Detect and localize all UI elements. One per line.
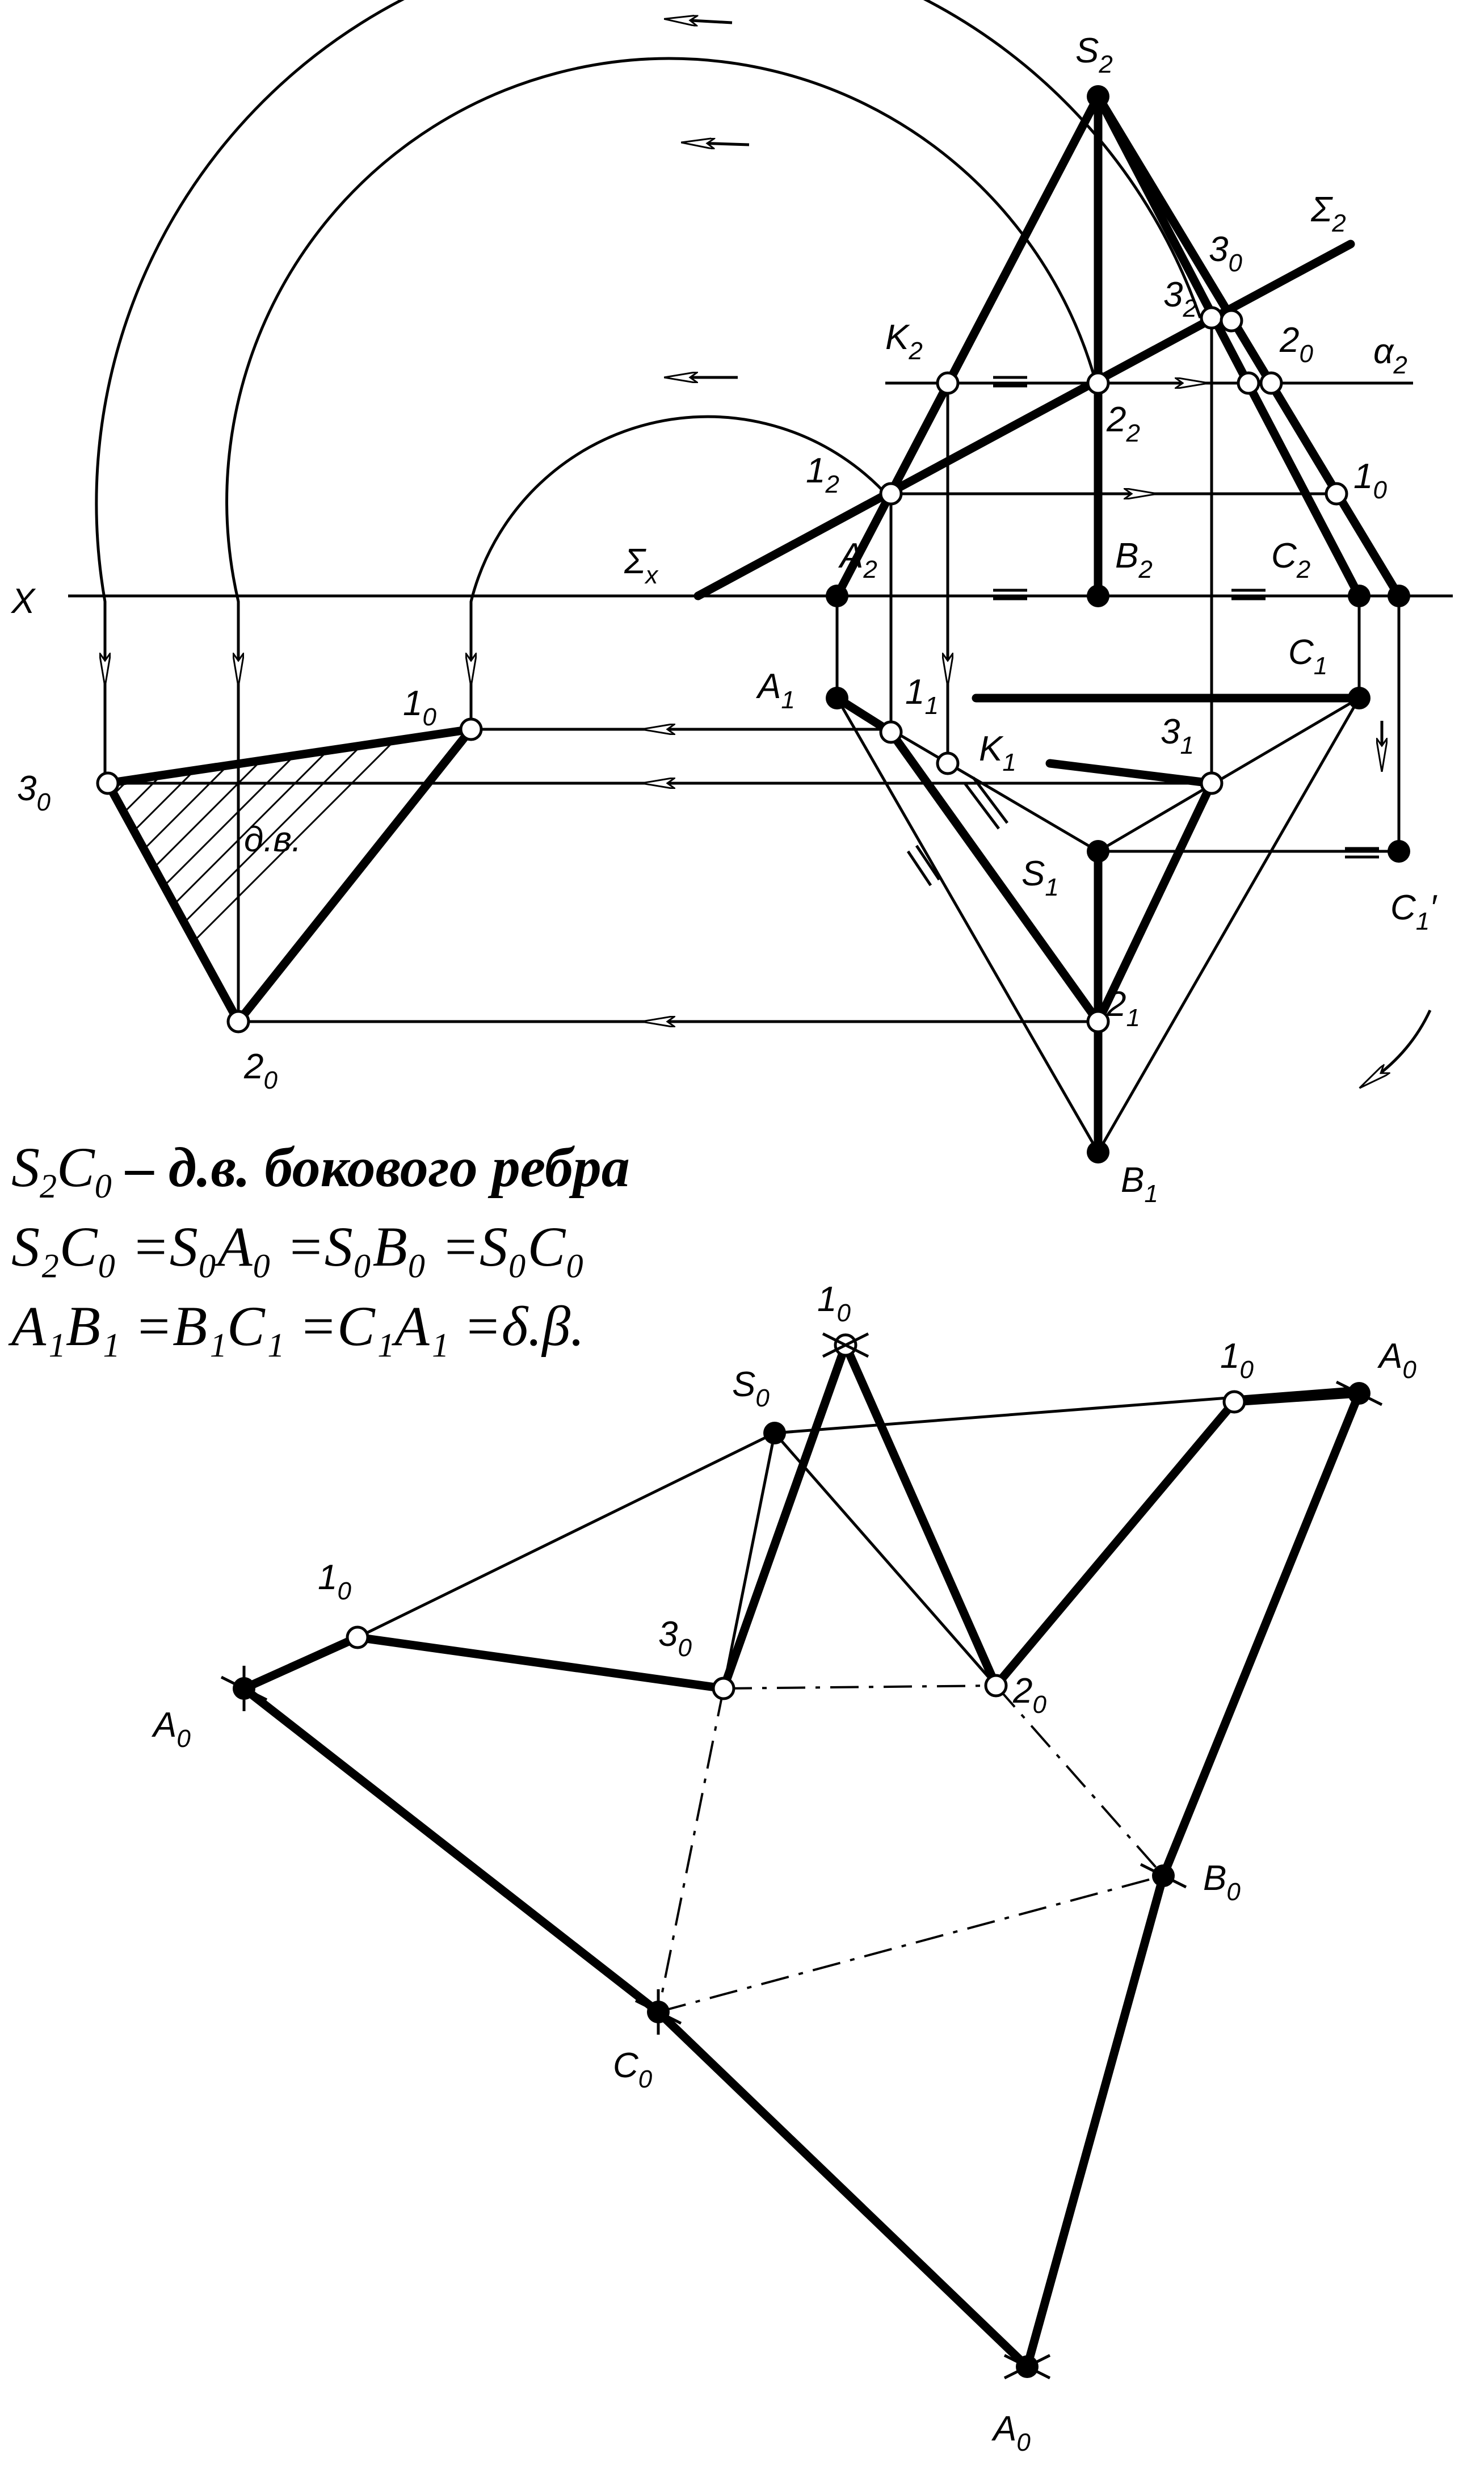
label-32: 3 bbox=[1163, 275, 1183, 314]
svg-text:20: $2_0$ bbox=[1013, 1671, 1046, 1719]
fold-30-c0 bbox=[658, 1688, 724, 2012]
label-b1: B bbox=[1121, 1161, 1145, 1200]
svg-text:S0: $S_0$ bbox=[732, 1365, 770, 1412]
dev-c0-a0a bbox=[244, 1688, 658, 2012]
fold-30-20 bbox=[724, 1686, 996, 1688]
label-c0: C bbox=[613, 2046, 638, 2085]
svg-text:A1: $A_1$ bbox=[755, 667, 795, 714]
label-10-dev-left: 1 bbox=[318, 1558, 338, 1597]
dev-s0-a0b bbox=[775, 1388, 1359, 1433]
svg-text:32: $3_2$ bbox=[1163, 275, 1197, 322]
svg-text:C1′: $C_1'$ bbox=[1390, 888, 1436, 935]
svg-text:C2: $C_2$ bbox=[1271, 536, 1311, 583]
svg-text:A0: $A_0$ bbox=[151, 1705, 191, 1753]
label-a0-right: A bbox=[1379, 1337, 1403, 1376]
label-30-top: 3 bbox=[1209, 230, 1229, 269]
label-30-ts: 3 bbox=[17, 769, 37, 808]
rotation-arc bbox=[1373, 1010, 1430, 1078]
svg-text:10: $1_0$ bbox=[403, 684, 436, 731]
svg-text:K1: $K_1$ bbox=[979, 729, 1016, 776]
top-projection bbox=[57, 0, 1453, 1163]
label-sigmax: Σ bbox=[624, 542, 646, 581]
edge-s2-a2 bbox=[837, 96, 1098, 596]
svg-text:10: $1_0$ bbox=[1220, 1337, 1254, 1384]
svg-text:S1: $S_1$ bbox=[1021, 854, 1059, 901]
svg-text:A2: $A_2$ bbox=[838, 536, 877, 583]
true-size-1-2 bbox=[238, 729, 471, 1022]
arc2-arrow bbox=[698, 143, 749, 145]
edge-s2-c2 bbox=[1098, 96, 1359, 596]
label-30-dev: 3 bbox=[658, 1615, 678, 1654]
label-a0-left: A bbox=[153, 1705, 177, 1745]
label-12: 1 bbox=[806, 451, 826, 490]
dev-a0a-s0 bbox=[358, 1433, 775, 1637]
dev-20-10d bbox=[996, 1402, 1234, 1686]
label-c1-prime: C bbox=[1390, 888, 1416, 927]
sigma-trace bbox=[698, 244, 1351, 596]
svg-text:B0: $B_0$ bbox=[1203, 1859, 1241, 1906]
svg-text:K2: $K_2$ bbox=[885, 318, 923, 365]
edge-s2-c1p bbox=[1098, 96, 1399, 596]
label-10-dev-top: 1 bbox=[817, 1280, 837, 1319]
svg-text:S2: $S_2$ bbox=[1075, 31, 1113, 78]
formula-line-2: S₂C₀ =S₀A₀ =S₀B₀ =S₀C₀ bbox=[11, 1215, 586, 1278]
svg-text:X bbox=[10, 582, 36, 621]
arc3-arrow bbox=[681, 20, 732, 23]
label-b0: B bbox=[1203, 1859, 1227, 1898]
label-k1: K bbox=[979, 729, 1003, 768]
label-11: 1 bbox=[905, 673, 925, 712]
formula-line-1: $S_2C_0 - д.в$. бокового ребра bbox=[11, 1136, 630, 1205]
label-sigma2: Σ bbox=[1311, 190, 1332, 229]
svg-text:C0: $C_0$ bbox=[613, 2046, 653, 2093]
dev-10c-20 bbox=[846, 1345, 996, 1686]
development bbox=[221, 1334, 1382, 2378]
label-20-dev: 2 bbox=[1013, 1671, 1033, 1711]
arc-1 bbox=[471, 417, 891, 729]
fold-20-b0 bbox=[996, 1686, 1163, 1876]
formula-line-3: A₁B₁ =B₁C₁ =C₁A₁ =δ.β. bbox=[11, 1295, 585, 1358]
label-c2: C bbox=[1271, 536, 1297, 575]
svg-text:11: $1_1$ bbox=[905, 673, 939, 720]
svg-text:Σ2: $\Sigma_2$ bbox=[1311, 190, 1346, 237]
edge-c1-b1 bbox=[1098, 698, 1359, 1152]
label-31: 3 bbox=[1161, 712, 1180, 751]
dev-a0a-10 bbox=[244, 1637, 358, 1688]
label-10-ts: 1 bbox=[403, 684, 423, 723]
dev-a0c-c0 bbox=[658, 2012, 1027, 2367]
label-s2: S bbox=[1075, 31, 1099, 70]
label-x: X bbox=[11, 582, 35, 621]
svg-text:α2: $\alpha_2$ bbox=[1373, 332, 1407, 379]
label-a2: A bbox=[840, 536, 864, 575]
svg-text:12: $1_2$ bbox=[806, 451, 839, 498]
true-size-3-1 bbox=[108, 729, 471, 783]
label-alpha2: α bbox=[1373, 332, 1394, 371]
label-a0-bottom: A bbox=[993, 2409, 1017, 2448]
svg-text:C1: $C_1$ bbox=[1288, 633, 1328, 680]
svg-text:10: $1_0$ bbox=[1353, 457, 1387, 504]
fold-c0-b0 bbox=[658, 1876, 1163, 2012]
label-s0: S bbox=[732, 1365, 756, 1404]
svg-text:B2: $B_2$ bbox=[1115, 536, 1153, 583]
dev-points bbox=[233, 1335, 1371, 2378]
svg-text:30: $3_0$ bbox=[17, 769, 51, 816]
label-10-dev-right: 1 bbox=[1220, 1337, 1240, 1376]
dev-b0-a0c bbox=[1027, 1876, 1163, 2367]
label-a1: A bbox=[758, 667, 781, 706]
svg-text:10: $1_0$ bbox=[318, 1558, 351, 1605]
edge-a1-s1 bbox=[837, 698, 1098, 851]
label-20-top: 2 bbox=[1280, 321, 1300, 360]
arc-3 bbox=[96, 0, 1200, 786]
dev-a0b-b0 bbox=[1163, 1393, 1359, 1876]
label-22: 2 bbox=[1107, 400, 1126, 439]
svg-text:Σx: $\Sigma_x$ bbox=[624, 542, 658, 589]
svg-text:20: $2_0$ bbox=[1280, 321, 1313, 368]
svg-text:A0: $A_0$ bbox=[991, 2409, 1031, 2456]
label-c1: C bbox=[1288, 633, 1314, 672]
svg-text:30: $3_0$ bbox=[658, 1615, 692, 1662]
formulas bbox=[8, 1136, 630, 1358]
dev-s0-20 bbox=[775, 1433, 996, 1686]
hatch-label: д.в. bbox=[244, 820, 302, 859]
section-3-1 bbox=[1050, 763, 1212, 783]
star-marks bbox=[221, 1334, 1382, 2378]
label-21: 2 bbox=[1107, 985, 1126, 1024]
label-b2: B bbox=[1115, 536, 1139, 575]
label-k2: K bbox=[885, 318, 909, 357]
label-20-ts: 2 bbox=[244, 1047, 264, 1086]
svg-text:31: $3_1$ bbox=[1161, 712, 1194, 759]
svg-text:20: $2_0$ bbox=[244, 1047, 278, 1094]
svg-text:10: $1_0$ bbox=[817, 1280, 851, 1327]
label-s1: S bbox=[1021, 854, 1045, 893]
label-10-right: 1 bbox=[1353, 457, 1373, 496]
section-1-2 bbox=[891, 732, 1098, 1022]
svg-text:22: $2_2$ bbox=[1107, 400, 1140, 447]
svg-text:30: $3_0$ bbox=[1209, 230, 1242, 277]
svg-text:21: $2_1$ bbox=[1107, 985, 1140, 1032]
svg-text:B1: $B_1$ bbox=[1121, 1161, 1158, 1208]
svg-text:A0: $A_0$ bbox=[1377, 1337, 1416, 1384]
